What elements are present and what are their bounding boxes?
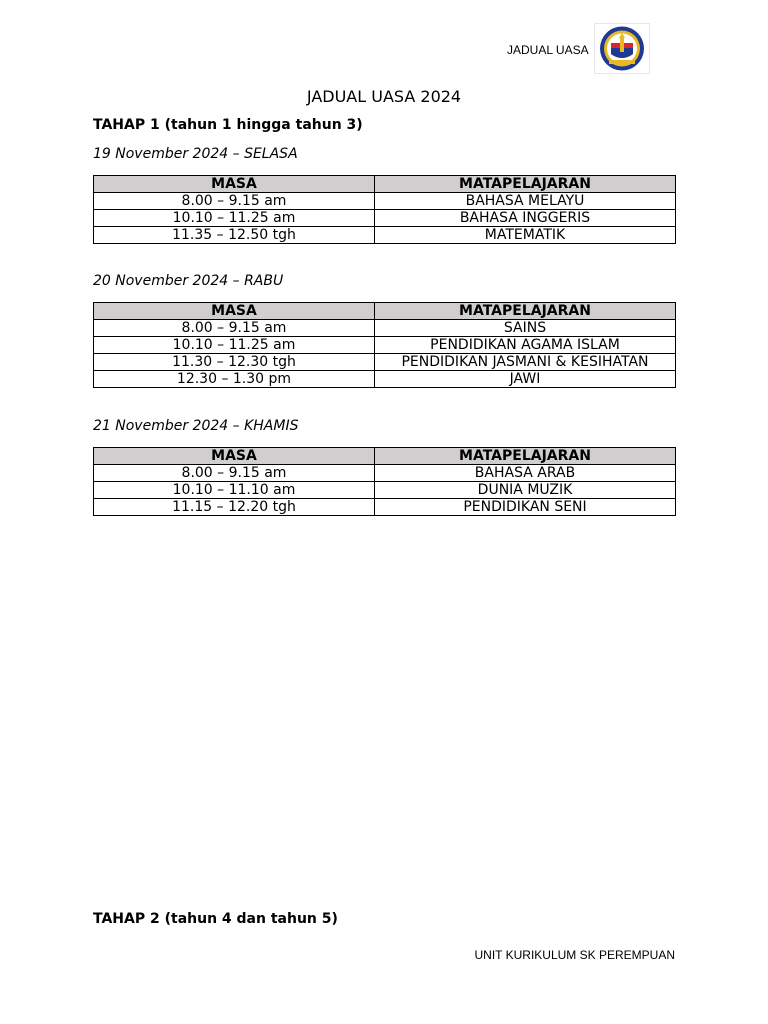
tahap2-heading: TAHAP 2 (tahun 4 dan tahun 5) (93, 911, 338, 927)
table-row (94, 320, 676, 337)
cell-subject: BAHASA ARAB (375, 465, 676, 482)
footer-label: UNIT KURIKULUM SK PEREMPUAN (474, 948, 675, 962)
tahap1-heading: TAHAP 1 (tahun 1 hingga tahun 3) (93, 117, 363, 133)
column-header-masa: MASA (94, 176, 375, 193)
cell-masa: 12.30 – 1.30 pm (94, 371, 375, 388)
cell-subject: SAINS (375, 320, 676, 337)
cell-masa: 11.35 – 12.50 tgh (94, 227, 375, 244)
table-header-row (94, 303, 676, 320)
column-header-matapelajaran: MATAPELAJARAN (375, 448, 676, 465)
cell-masa: 8.00 – 9.15 am (94, 465, 375, 482)
day3-date: 21 November 2024 – KHAMIS (93, 418, 299, 434)
cell-subject: BAHASA MELAYU (375, 193, 676, 210)
cell-subject: JAWI (375, 371, 676, 388)
table-row (94, 193, 676, 210)
day2-date: 20 November 2024 – RABU (93, 273, 284, 289)
cell-masa: 10.10 – 11.10 am (94, 482, 375, 499)
table-row (94, 227, 676, 244)
table-row (94, 337, 676, 354)
cell-masa: 8.00 – 9.15 am (94, 320, 375, 337)
day1-date: 19 November 2024 – SELASA (93, 146, 298, 162)
cell-masa: 11.15 – 12.20 tgh (94, 499, 375, 516)
table-row (94, 499, 676, 516)
column-header-masa: MASA (94, 303, 375, 320)
column-header-matapelajaran: MATAPELAJARAN (375, 176, 676, 193)
table-row (94, 482, 676, 499)
school-crest-icon (594, 23, 650, 74)
day3-schedule-table (93, 447, 676, 516)
cell-subject: PENDIDIKAN AGAMA ISLAM (375, 337, 676, 354)
header-label: JADUAL UASA (507, 43, 589, 57)
day1-schedule-table (93, 175, 676, 244)
cell-masa: 8.00 – 9.15 am (94, 193, 375, 210)
table-row (94, 465, 676, 482)
table-row (94, 210, 676, 227)
table-row (94, 371, 676, 388)
cell-subject: DUNIA MUZIK (375, 482, 676, 499)
cell-masa: 10.10 – 11.25 am (94, 337, 375, 354)
day2-schedule-table (93, 302, 676, 388)
column-header-matapelajaran: MATAPELAJARAN (375, 303, 676, 320)
cell-masa: 10.10 – 11.25 am (94, 210, 375, 227)
cell-subject: PENDIDIKAN JASMANI & KESIHATAN (375, 354, 676, 371)
cell-subject: MATEMATIK (375, 227, 676, 244)
cell-subject: BAHASA INGGERIS (375, 210, 676, 227)
column-header-masa: MASA (94, 448, 375, 465)
table-row (94, 354, 676, 371)
table-header-row (94, 448, 676, 465)
table-header-row (94, 176, 676, 193)
cell-subject: PENDIDIKAN SENI (375, 499, 676, 516)
cell-masa: 11.30 – 12.30 tgh (94, 354, 375, 371)
page-title: JADUAL UASA 2024 (306, 87, 462, 106)
